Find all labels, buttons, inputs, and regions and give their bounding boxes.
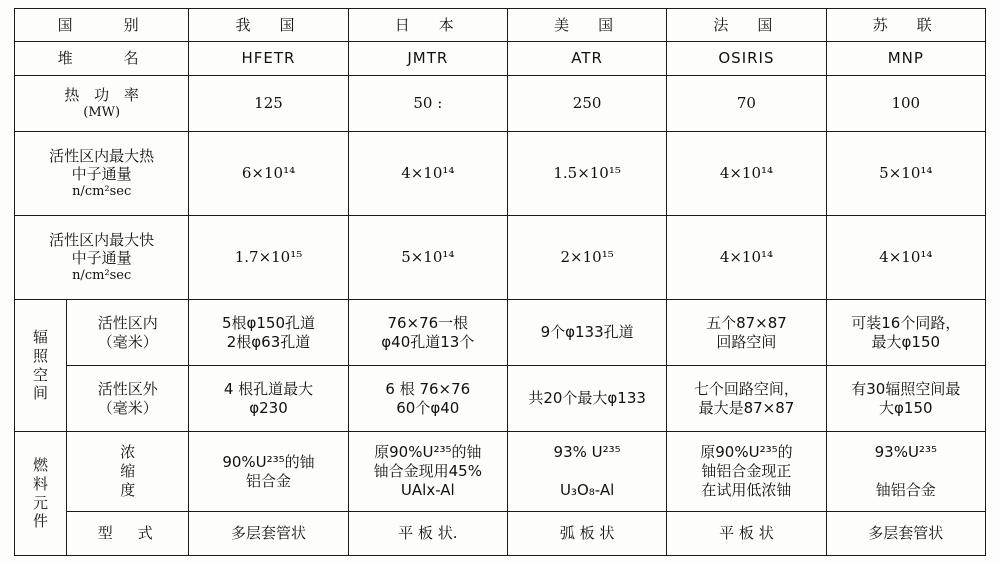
out-core-china-text: 4 根孔道最大 φ230	[223, 379, 314, 417]
thermal-power-france: 70	[667, 75, 826, 131]
max-thermal-flux-japan: 4×10¹⁴	[348, 132, 507, 216]
enrichment-ussr-text: 93%U²³⁵ 铀铝合金	[874, 443, 937, 499]
fuel-type-france: 平 板 状	[667, 512, 826, 556]
enrichment-france-text: 原90%U²³⁵的 铀铝合金现正 在试用低浓铀	[700, 443, 793, 499]
in-core-unit: （毫米）	[97, 332, 158, 351]
max-fast-flux-japan: 5×10¹⁴	[348, 216, 507, 300]
max-fast-flux-ussr: 4×10¹⁴	[826, 216, 985, 300]
column-header-france: 法 国	[667, 9, 826, 42]
out-core-france-text: 七个回路空间， 最大是87×87	[693, 379, 799, 417]
enrichment-ussr	[826, 432, 985, 512]
in-core-ussr	[826, 300, 985, 366]
table-row-thermal-power	[15, 75, 986, 131]
reactor-name-usa: ATR	[507, 42, 666, 75]
enrichment-china-text: 90%U²³⁵的铀 铝合金	[222, 452, 315, 490]
max-fast-flux-l2: 中子通量	[71, 249, 132, 268]
out-core-japan	[348, 366, 507, 432]
table-row-enrichment	[15, 432, 986, 512]
table-row-country	[15, 9, 986, 42]
table-row-fuel-type	[15, 512, 986, 556]
out-core-china	[189, 366, 348, 432]
row-label-out-core	[67, 366, 189, 432]
out-core-usa-text: 共20个最大φ133	[528, 389, 646, 408]
reactor-name-ussr: MNP	[826, 42, 985, 75]
max-fast-flux-china: 1.7×10¹⁵	[189, 216, 348, 300]
table-row-max-fast-flux	[15, 216, 986, 300]
row-label-in-core	[67, 300, 189, 366]
reactor-comparison-table	[14, 8, 986, 556]
out-core-ussr	[826, 366, 985, 432]
row-label-irradiation-space	[15, 300, 67, 432]
max-thermal-flux-l2: 中子通量	[71, 165, 132, 184]
table-row-irradiation-in-core	[15, 300, 986, 366]
row-label-max-fast-flux	[15, 216, 189, 300]
row-label-enrichment	[67, 432, 189, 512]
in-core-france	[667, 300, 826, 366]
enrichment-usa-text: 93% U²³⁵ U₃O₈-Al	[553, 443, 621, 499]
fuel-type-china: 多层套管状	[189, 512, 348, 556]
row-label-fuel-element	[15, 432, 67, 556]
fuel-type-ussr: 多层套管状	[826, 512, 985, 556]
max-thermal-flux-france: 4×10¹⁴	[667, 132, 826, 216]
in-core-china-text: 5根φ150孔道 2根φ63孔道	[221, 313, 316, 351]
row-label-country: 国 别	[15, 9, 189, 42]
table-row-reactor-name	[15, 42, 986, 75]
row-label-max-thermal-flux	[15, 132, 189, 216]
max-fast-flux-l1: 活性区内最大快	[49, 230, 155, 249]
out-core-usa	[507, 366, 666, 432]
thermal-power-usa: 250	[507, 75, 666, 131]
fuel-element-label: 燃 料 元 件	[33, 456, 49, 531]
enrichment-france	[667, 432, 826, 512]
max-fast-flux-usa: 2×10¹⁵	[507, 216, 666, 300]
max-thermal-flux-china: 6×10¹⁴	[189, 132, 348, 216]
table-row-max-thermal-flux	[15, 132, 986, 216]
thermal-power-china: 125	[189, 75, 348, 131]
column-header-usa: 美 国	[507, 9, 666, 42]
row-label-reactor-name: 堆 名	[15, 42, 189, 75]
out-core-ussr-text: 有30辐照空间最 大φ150	[851, 379, 961, 417]
table-row-irradiation-out-core	[15, 366, 986, 432]
reactor-name-china: HFETR	[189, 42, 348, 75]
enrichment-japan	[348, 432, 507, 512]
enrichment-japan-text: 原90%U²³⁵的铀 铀合金现用45% UAlx-Al	[373, 443, 482, 499]
fuel-type-usa: 弧 板 状	[507, 512, 666, 556]
max-thermal-flux-l3: n/cm²sec	[72, 184, 132, 200]
enrichment-china	[189, 432, 348, 512]
in-core-france-text: 五个87×87 回路空间	[706, 313, 787, 351]
irradiation-space-label: 辐 照 空 间	[33, 328, 49, 403]
thermal-power-japan: 50 :	[348, 75, 507, 131]
row-label-thermal-power	[15, 75, 189, 131]
reactor-name-japan: JMTR	[348, 42, 507, 75]
thermal-power-label: 热 功 率	[64, 85, 144, 104]
column-header-china: 我 国	[189, 9, 348, 42]
column-header-ussr: 苏 联	[826, 9, 985, 42]
reactor-name-france: OSIRIS	[667, 42, 826, 75]
out-core-france	[667, 366, 826, 432]
max-thermal-flux-l1: 活性区内最大热	[49, 146, 155, 165]
out-core-unit: （毫米）	[97, 398, 158, 417]
column-header-japan: 日 本	[348, 9, 507, 42]
out-core-japan-text: 6 根 76×76 60个φ40	[385, 379, 471, 417]
row-label-fuel-type: 型 式	[67, 512, 189, 556]
in-core-china	[189, 300, 348, 366]
thermal-power-unit: (MW)	[83, 104, 121, 120]
max-fast-flux-l3: n/cm²sec	[72, 268, 132, 284]
in-core-japan-text: 76×76一根 φ40孔道13个	[381, 313, 475, 351]
max-thermal-flux-ussr: 5×10¹⁴	[826, 132, 985, 216]
fuel-type-japan: 平 板 状.	[348, 512, 507, 556]
in-core-usa	[507, 300, 666, 366]
enrichment-usa	[507, 432, 666, 512]
in-core-label: 活性区内	[97, 313, 158, 332]
in-core-ussr-text: 可装16个同路， 最大φ150	[851, 313, 961, 351]
enrichment-label: 浓 缩 度	[120, 443, 136, 499]
max-fast-flux-france: 4×10¹⁴	[667, 216, 826, 300]
in-core-usa-text: 9个φ133孔道	[540, 323, 634, 342]
max-thermal-flux-usa: 1.5×10¹⁵	[507, 132, 666, 216]
thermal-power-ussr: 100	[826, 75, 985, 131]
out-core-label: 活性区外	[97, 379, 158, 398]
in-core-japan	[348, 300, 507, 366]
